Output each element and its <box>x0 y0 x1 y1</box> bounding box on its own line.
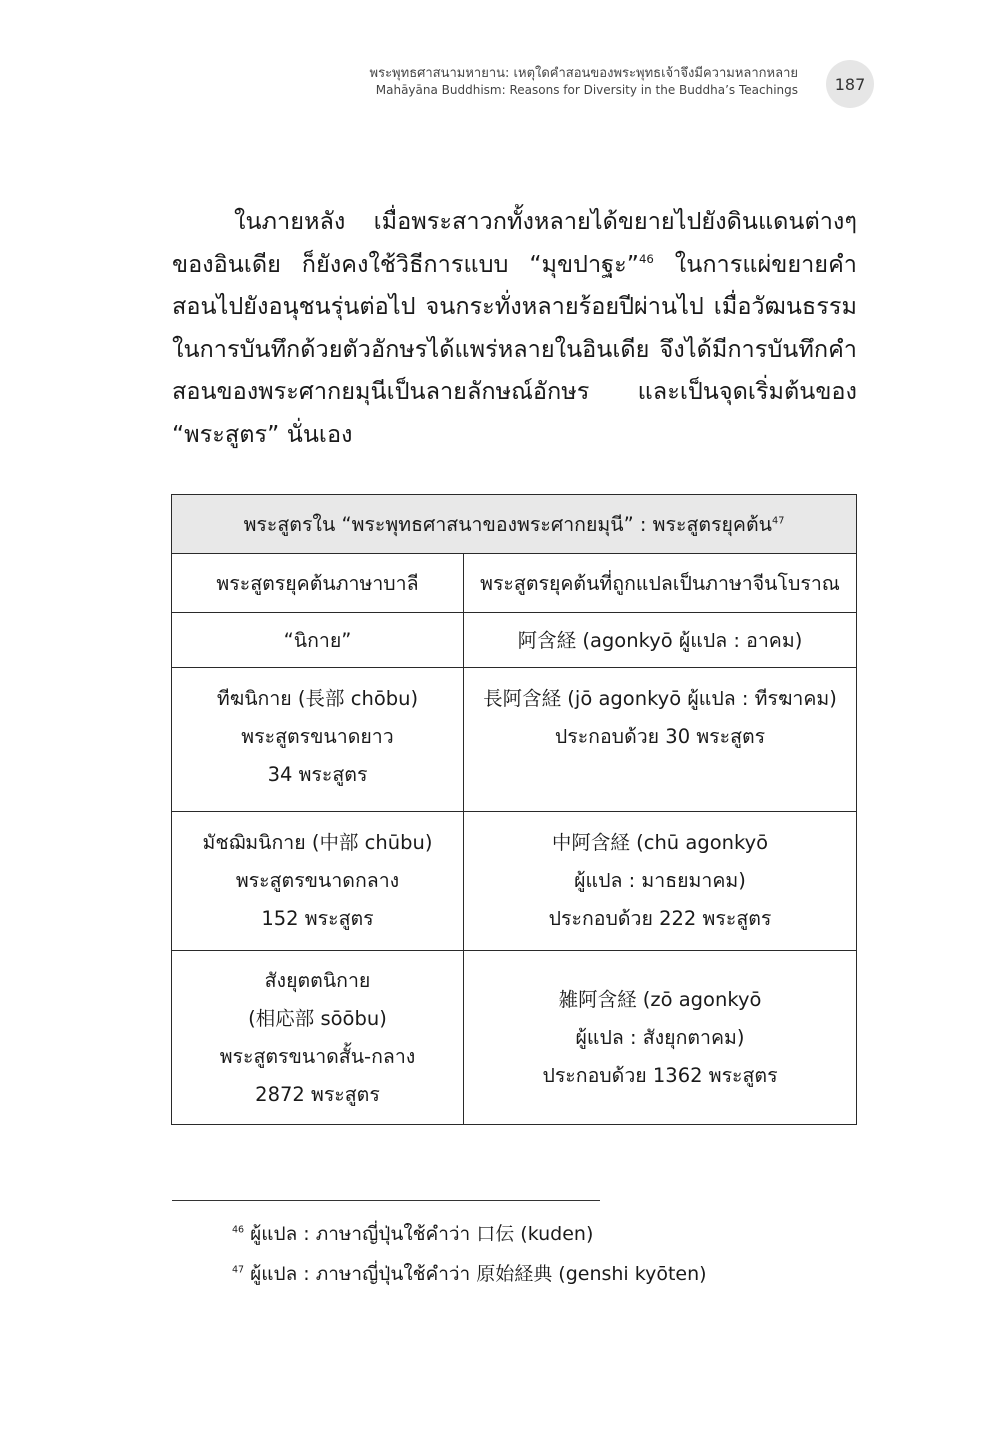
pali-cell <box>172 951 464 1125</box>
table-title-text: พระสูตรใน “พระพุทธศาสนาของพระศากยมุนี” : พระสูตรยุคต้น <box>243 512 772 536</box>
footnotes <box>232 1214 707 1294</box>
cell-line: (相応部 sōōbu) <box>248 1006 387 1030</box>
paragraph-part-1: ในภายหลัง เมื่อพระสาวกทั้งหลายได้ขยายไปยังดินแดนต่างๆ ของอินเดีย ก็ยังคงใช้วิธีการแบบ “มุขปาฐะ” <box>172 207 857 278</box>
column-header-pali: พระสูตรยุคต้นภาษาบาลี <box>172 554 464 613</box>
footnote-number: 46 <box>232 1224 245 1236</box>
cell-line: ประกอบด้วย 222 พระสูตร <box>548 907 772 930</box>
page-number: 187 <box>834 74 866 94</box>
cell-line: พระสูตรขนาดยาว <box>241 725 394 748</box>
pali-cell <box>172 812 464 951</box>
table-title-row <box>172 495 857 554</box>
cell-line: 34 พระสูตร <box>267 763 368 786</box>
nikaya-cell: “นิกาย” <box>172 613 464 668</box>
cell-line: ผู้แปล : มาธยมาคม) <box>574 869 746 892</box>
paragraph-part-2: ในการแผ่ขยายคำสอนไปยังอนุชนรุ่นต่อไป จนกระทั่งหลายร้อยปีผ่านไป เมื่อวัฒนธรรมในการบันทึกด้วยตัวอักษรได้แพร่หลายในอินเดีย จึงได้มีการบันทึกคำสอนของพระศากยมุนีเป็นลายลักษณ์อักษร และเป็นจุดเริ่มต้นของ “พระสูตร” นั่นเอง <box>172 249 857 448</box>
chinese-cell <box>464 668 857 812</box>
page-number-badge <box>826 60 874 108</box>
column-header-chinese: พระสูตรยุคต้นที่ถูกแปลเป็นภาษาจีนโบราณ <box>464 554 857 613</box>
chinese-cell <box>464 812 857 951</box>
footnote-ref-46[interactable]: 46 <box>638 251 654 266</box>
sutra-comparison-table <box>171 494 857 1125</box>
chinese-cell <box>464 951 857 1125</box>
table-title <box>172 495 857 554</box>
table-row <box>172 812 857 951</box>
footnote-47 <box>232 1254 707 1294</box>
cell-line: ผู้แปล : สังยุกตาคม) <box>575 1025 745 1049</box>
cell-line: ทีฆนิกาย (長部 chōbu) <box>216 687 419 710</box>
footnote-46 <box>232 1214 707 1254</box>
cell-line: 152 พระสูตร <box>261 907 374 930</box>
cell-line: สังยุตตนิกาย <box>264 968 371 992</box>
agama-cell: 阿含経 (agonkyō ผู้แปล : อาคม) <box>464 613 857 668</box>
running-header <box>370 66 798 98</box>
footnote-divider <box>172 1200 600 1201</box>
cell-line: 長阿含経 (jō agonkyō ผู้แปล : ทีรฆาคม) <box>483 687 837 710</box>
pali-cell <box>172 668 464 812</box>
cell-line: 中阿含経 (chū agonkyō <box>551 831 769 854</box>
cell-line: ประกอบด้วย 1362 พระสูตร <box>542 1063 778 1087</box>
footnote-text: ผู้แปล : ภาษาญี่ปุ่นใช้คำว่า 口伝 (kuden) <box>244 1223 594 1245</box>
footnote-ref-47[interactable]: 47 <box>771 515 785 526</box>
footnote-number: 47 <box>232 1264 245 1276</box>
cell-line: 2872 พระสูตร <box>255 1082 380 1106</box>
cell-line: ประกอบด้วย 30 พระสูตร <box>554 725 766 748</box>
cell-line: มัชฌิมนิกาย (中部 chūbu) <box>202 831 433 854</box>
footnote-text: ผู้แปล : ภาษาญี่ปุ่นใช้คำว่า 原始経典 (genshi kyōten) <box>244 1263 707 1285</box>
table-row <box>172 951 857 1125</box>
paragraph-text <box>172 200 857 455</box>
table-header-row <box>172 554 857 613</box>
header-title-english: Mahāyāna Buddhism: Reasons for Diversity in the Buddha’s Teachings <box>375 83 798 98</box>
body-paragraph <box>172 200 857 455</box>
table-row <box>172 613 857 668</box>
cell-line: พระสูตรขนาดสั้น-กลาง <box>219 1044 416 1068</box>
cell-line: 雑阿含経 (zō agonkyō <box>558 987 762 1011</box>
cell-line: พระสูตรขนาดกลาง <box>235 869 400 892</box>
table-row <box>172 668 857 812</box>
header-title-thai: พระพุทธศาสนามหายาน: เหตุใดคำสอนของพระพุทธเจ้าจึงมีความหลากหลาย <box>369 66 798 81</box>
